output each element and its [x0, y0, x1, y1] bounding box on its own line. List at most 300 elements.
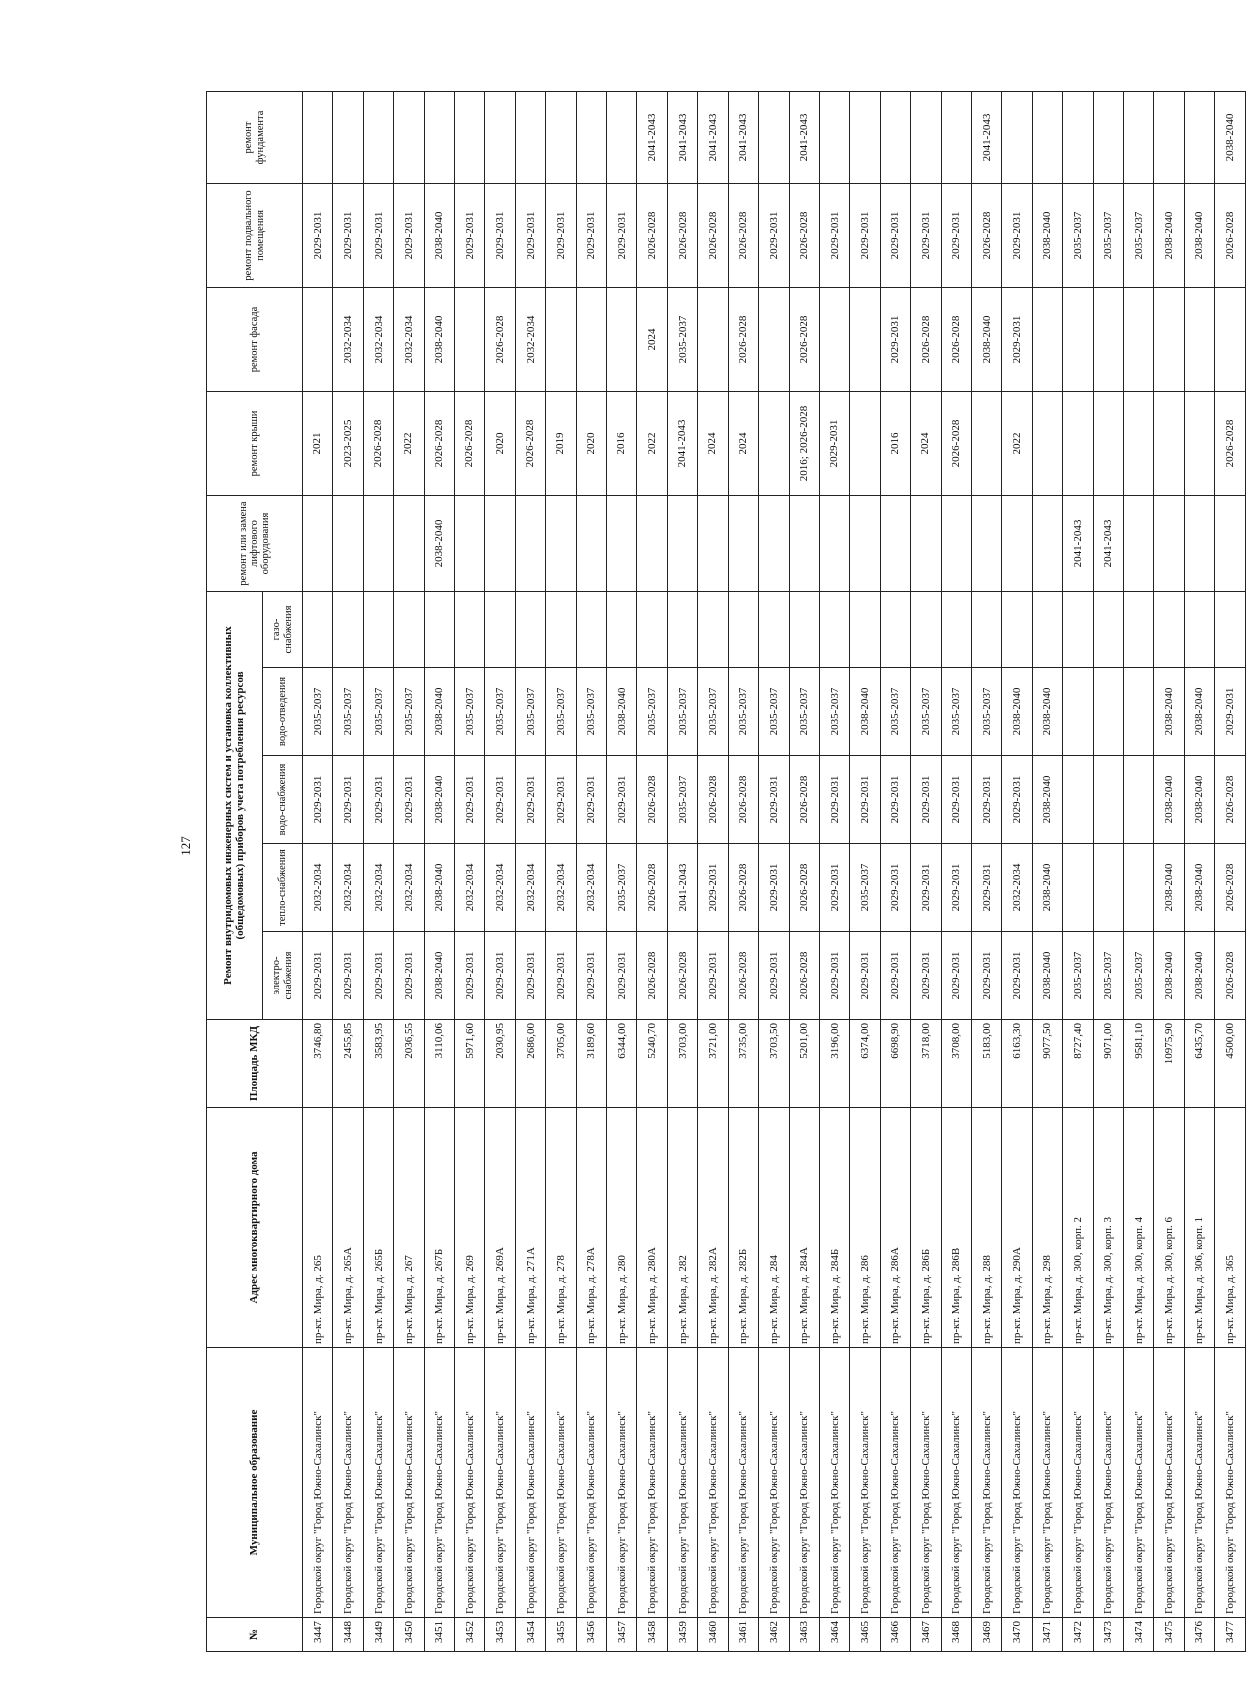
cell-water: 2029-2031 — [394, 756, 424, 844]
cell-sewer: 2038-2040 — [1032, 668, 1062, 756]
cell-gas — [850, 591, 880, 667]
cell-gas — [971, 591, 1001, 667]
cell-sewer: 2035-2037 — [363, 668, 393, 756]
cell-foundation — [455, 91, 485, 183]
cell-gas — [1032, 591, 1062, 667]
cell-electric: 2029-2031 — [759, 932, 789, 1020]
header-roof: ремонт крыши — [207, 391, 303, 495]
cell-elevator — [303, 495, 333, 591]
table-row — [1093, 91, 1123, 1651]
cell-num: 3452 — [455, 1618, 485, 1652]
table-row — [455, 91, 485, 1651]
cell-heat — [1063, 844, 1093, 932]
cell-sewer: 2035-2037 — [971, 668, 1001, 756]
cell-municipality: Городской округ "Город Южно-Сахалинск" — [971, 1348, 1001, 1618]
cell-address: пр-кт. Мира, д. 269А — [485, 1108, 515, 1348]
cell-roof: 2023-2025 — [333, 391, 363, 495]
cell-sewer: 2035-2037 — [728, 668, 758, 756]
cell-address: пр-кт. Мира, д. 286В — [941, 1108, 971, 1348]
cell-address: пр-кт. Мира, д. 278А — [576, 1108, 606, 1348]
cell-electric: 2026-2028 — [667, 932, 697, 1020]
cell-elevator: 2041-2043 — [1063, 495, 1093, 591]
cell-facade: 2026-2028 — [485, 287, 515, 391]
cell-foundation: 2041-2043 — [637, 91, 667, 183]
cell-sewer: 2035-2037 — [637, 668, 667, 756]
cell-heat: 2035-2037 — [607, 844, 637, 932]
cell-heat: 2032-2034 — [455, 844, 485, 932]
cell-elevator — [363, 495, 393, 591]
cell-area: 2455,85 — [333, 1020, 363, 1108]
cell-electric: 2029-2031 — [880, 932, 910, 1020]
cell-facade: 2038-2040 — [424, 287, 454, 391]
cell-elevator — [333, 495, 363, 591]
header-elevator: ремонт или замена лифтового оборудования — [207, 495, 303, 591]
cell-municipality: Городской округ "Город Южно-Сахалинск" — [880, 1348, 910, 1618]
cell-water: 2029-2031 — [485, 756, 515, 844]
cell-heat: 2041-2043 — [667, 844, 697, 932]
cell-facade — [303, 287, 333, 391]
cell-area: 8727,40 — [1063, 1020, 1093, 1108]
cell-municipality: Городской округ "Город Южно-Сахалинск" — [1002, 1348, 1032, 1618]
table-row — [728, 91, 758, 1651]
cell-water: 2038-2040 — [1184, 756, 1214, 844]
table-row — [515, 91, 545, 1651]
cell-electric: 2026-2028 — [1215, 932, 1246, 1020]
cell-municipality: Городской округ "Город Южно-Сахалинск" — [789, 1348, 819, 1618]
table-row — [1215, 91, 1246, 1651]
page-number: 127 — [177, 836, 193, 856]
header-heat: тепло-снабжения — [263, 844, 303, 932]
cell-sewer: 2035-2037 — [576, 668, 606, 756]
cell-electric: 2029-2031 — [363, 932, 393, 1020]
cell-num: 3469 — [971, 1618, 1001, 1652]
cell-foundation — [1063, 91, 1093, 183]
cell-electric: 2029-2031 — [911, 932, 941, 1020]
cell-foundation — [546, 91, 576, 183]
header-basement: ремонт подвального помещения — [207, 183, 303, 287]
cell-num: 3457 — [607, 1618, 637, 1652]
cell-num: 3456 — [576, 1618, 606, 1652]
cell-roof: 2020 — [576, 391, 606, 495]
cell-facade: 2026-2028 — [789, 287, 819, 391]
cell-foundation — [759, 91, 789, 183]
cell-num: 3450 — [394, 1618, 424, 1652]
cell-num: 3465 — [850, 1618, 880, 1652]
cell-area: 5183,00 — [971, 1020, 1001, 1108]
cell-municipality: Городской округ "Город Южно-Сахалинск" — [728, 1348, 758, 1618]
cell-water: 2029-2031 — [515, 756, 545, 844]
cell-area: 3735,00 — [728, 1020, 758, 1108]
cell-water: 2026-2028 — [789, 756, 819, 844]
cell-foundation — [576, 91, 606, 183]
cell-address: пр-кт. Мира, д. 267 — [394, 1108, 424, 1348]
cell-facade — [607, 287, 637, 391]
cell-elevator — [546, 495, 576, 591]
table-row — [576, 91, 606, 1651]
cell-address: пр-кт. Мира, д. 298 — [1032, 1108, 1062, 1348]
cell-sewer: 2035-2037 — [515, 668, 545, 756]
cell-area: 5971,60 — [455, 1020, 485, 1108]
cell-electric: 2035-2037 — [1063, 932, 1093, 1020]
cell-address: пр-кт. Мира, д. 282 — [667, 1108, 697, 1348]
cell-electric: 2038-2040 — [424, 932, 454, 1020]
cell-area: 3746,80 — [303, 1020, 333, 1108]
cell-address: пр-кт. Мира, д. 284А — [789, 1108, 819, 1348]
cell-basement: 2029-2031 — [607, 183, 637, 287]
table-row — [1184, 91, 1214, 1651]
cell-municipality: Городской округ "Город Южно-Сахалинск" — [546, 1348, 576, 1618]
cell-elevator — [515, 495, 545, 591]
cell-elevator — [1032, 495, 1062, 591]
header-foundation: ремонт фундамента — [207, 91, 303, 183]
cell-municipality: Городской округ "Город Южно-Сахалинск" — [363, 1348, 393, 1618]
cell-gas — [1215, 591, 1246, 667]
cell-area: 3583,95 — [363, 1020, 393, 1108]
cell-basement: 2026-2028 — [728, 183, 758, 287]
cell-water: 2029-2031 — [1002, 756, 1032, 844]
cell-heat: 2029-2031 — [941, 844, 971, 932]
cell-roof: 2026-2028 — [515, 391, 545, 495]
cell-foundation — [394, 91, 424, 183]
cell-address: пр-кт. Мира, д. 286Б — [911, 1108, 941, 1348]
cell-electric: 2026-2028 — [637, 932, 667, 1020]
cell-area: 4500,00 — [1215, 1020, 1246, 1108]
cell-heat: 2032-2034 — [363, 844, 393, 932]
cell-basement: 2029-2031 — [850, 183, 880, 287]
cell-water: 2038-2040 — [1032, 756, 1062, 844]
cell-address: пр-кт. Мира, д. 300, корп. 2 — [1063, 1108, 1093, 1348]
cell-address: пр-кт. Мира, д. 271А — [515, 1108, 545, 1348]
table-row — [394, 91, 424, 1651]
cell-sewer: 2035-2037 — [911, 668, 941, 756]
cell-municipality: Городской округ "Город Южно-Сахалинск" — [607, 1348, 637, 1618]
cell-electric: 2029-2031 — [607, 932, 637, 1020]
cell-num: 3474 — [1123, 1618, 1153, 1652]
cell-heat: 2029-2031 — [971, 844, 1001, 932]
cell-sewer: 2035-2037 — [455, 668, 485, 756]
cell-facade — [1154, 287, 1184, 391]
cell-sewer: 2035-2037 — [941, 668, 971, 756]
cell-sewer: 2038-2040 — [850, 668, 880, 756]
header-water: водо-снабжения — [263, 756, 303, 844]
header-gas: газо-снабжения — [263, 591, 303, 667]
table-row — [1032, 91, 1062, 1651]
cell-sewer: 2038-2040 — [424, 668, 454, 756]
table-row — [1154, 91, 1184, 1651]
table-row — [303, 91, 333, 1651]
cell-address: пр-кт. Мира, д. 278 — [546, 1108, 576, 1348]
cell-gas — [1123, 591, 1153, 667]
cell-basement: 2038-2040 — [1154, 183, 1184, 287]
cell-roof: 2016 — [607, 391, 637, 495]
cell-facade — [455, 287, 485, 391]
cell-basement: 2026-2028 — [667, 183, 697, 287]
cell-basement: 2029-2031 — [941, 183, 971, 287]
table-row — [698, 91, 728, 1651]
header-num: № — [207, 1618, 303, 1652]
cell-num: 3461 — [728, 1618, 758, 1652]
cell-roof — [850, 391, 880, 495]
cell-sewer: 2035-2037 — [759, 668, 789, 756]
cell-roof: 2022 — [637, 391, 667, 495]
cell-foundation — [1123, 91, 1153, 183]
cell-heat: 2029-2031 — [819, 844, 849, 932]
cell-foundation — [424, 91, 454, 183]
cell-heat: 2029-2031 — [698, 844, 728, 932]
cell-municipality: Городской округ "Город Южно-Сахалинск" — [911, 1348, 941, 1618]
cell-foundation — [1093, 91, 1123, 183]
cell-municipality: Городской округ "Город Южно-Сахалинск" — [1154, 1348, 1184, 1618]
cell-gas — [1184, 591, 1214, 667]
cell-sewer: 2035-2037 — [789, 668, 819, 756]
cell-roof: 2020 — [485, 391, 515, 495]
cell-gas — [576, 591, 606, 667]
cell-basement: 2026-2028 — [637, 183, 667, 287]
table-row — [941, 91, 971, 1651]
cell-num: 3470 — [1002, 1618, 1032, 1652]
cell-foundation — [303, 91, 333, 183]
cell-foundation — [1032, 91, 1062, 183]
cell-num: 3472 — [1063, 1618, 1093, 1652]
cell-facade — [1123, 287, 1153, 391]
cell-electric: 2029-2031 — [576, 932, 606, 1020]
cell-heat — [1123, 844, 1153, 932]
table-row — [607, 91, 637, 1651]
cell-electric: 2029-2031 — [333, 932, 363, 1020]
cell-area: 3703,00 — [667, 1020, 697, 1108]
cell-facade: 2032-2034 — [363, 287, 393, 391]
cell-roof — [759, 391, 789, 495]
table-row — [880, 91, 910, 1651]
cell-heat: 2032-2034 — [1002, 844, 1032, 932]
cell-roof: 2021 — [303, 391, 333, 495]
cell-water: 2035-2037 — [667, 756, 697, 844]
cell-basement: 2026-2028 — [789, 183, 819, 287]
cell-heat: 2038-2040 — [424, 844, 454, 932]
cell-electric: 2038-2040 — [1032, 932, 1062, 1020]
cell-roof — [1063, 391, 1093, 495]
header-municipality: Муниципальное образование — [207, 1348, 303, 1618]
cell-sewer: 2038-2040 — [1184, 668, 1214, 756]
cell-elevator — [455, 495, 485, 591]
cell-num: 3447 — [303, 1618, 333, 1652]
cell-water: 2029-2031 — [303, 756, 333, 844]
cell-address: пр-кт. Мира, д. 288 — [971, 1108, 1001, 1348]
cell-num: 3466 — [880, 1618, 910, 1652]
cell-foundation: 2041-2043 — [789, 91, 819, 183]
cell-elevator — [1123, 495, 1153, 591]
cell-water: 2029-2031 — [759, 756, 789, 844]
cell-address: пр-кт. Мира, д. 300, корп. 4 — [1123, 1108, 1153, 1348]
cell-facade: 2032-2034 — [333, 287, 363, 391]
cell-area: 3703,50 — [759, 1020, 789, 1108]
cell-heat: 2032-2034 — [576, 844, 606, 932]
table-row — [1002, 91, 1032, 1651]
cell-foundation — [607, 91, 637, 183]
cell-address: пр-кт. Мира, д. 280 — [607, 1108, 637, 1348]
cell-water: 2026-2028 — [637, 756, 667, 844]
cell-facade — [1215, 287, 1246, 391]
cell-elevator: 2038-2040 — [424, 495, 454, 591]
cell-basement: 2029-2031 — [819, 183, 849, 287]
cell-gas — [667, 591, 697, 667]
cell-num: 3449 — [363, 1618, 393, 1652]
cell-heat: 2038-2040 — [1032, 844, 1062, 932]
cell-heat: 2026-2028 — [637, 844, 667, 932]
cell-electric: 2029-2031 — [303, 932, 333, 1020]
cell-area: 6435,70 — [1184, 1020, 1214, 1108]
cell-area: 6374,00 — [850, 1020, 880, 1108]
cell-water: 2029-2031 — [546, 756, 576, 844]
cell-foundation: 2041-2043 — [667, 91, 697, 183]
cell-basement: 2026-2028 — [971, 183, 1001, 287]
cell-address: пр-кт. Мира, д. 282А — [698, 1108, 728, 1348]
cell-water: 2029-2031 — [363, 756, 393, 844]
cell-electric: 2029-2031 — [485, 932, 515, 1020]
cell-gas — [1093, 591, 1123, 667]
cell-municipality: Городской округ "Город Южно-Сахалинск" — [333, 1348, 363, 1618]
cell-gas — [333, 591, 363, 667]
cell-gas — [819, 591, 849, 667]
cell-num: 3475 — [1154, 1618, 1184, 1652]
cell-sewer: 2035-2037 — [394, 668, 424, 756]
table-row — [637, 91, 667, 1651]
cell-municipality: Городской округ "Город Южно-Сахалинск" — [941, 1348, 971, 1618]
table-row — [1123, 91, 1153, 1651]
cell-municipality: Городской округ "Город Южно-Сахалинск" — [1184, 1348, 1214, 1618]
cell-area: 5240,70 — [637, 1020, 667, 1108]
cell-basement: 2035-2037 — [1093, 183, 1123, 287]
cell-heat: 2032-2034 — [394, 844, 424, 932]
cell-roof — [971, 391, 1001, 495]
cell-municipality: Городской округ "Город Южно-Сахалинск" — [850, 1348, 880, 1618]
cell-sewer: 2035-2037 — [698, 668, 728, 756]
cell-gas — [637, 591, 667, 667]
cell-basement: 2029-2031 — [1002, 183, 1032, 287]
cell-area: 9077,50 — [1032, 1020, 1062, 1108]
table-row — [546, 91, 576, 1651]
cell-foundation — [363, 91, 393, 183]
cell-elevator — [971, 495, 1001, 591]
table-row — [911, 91, 941, 1651]
cell-gas — [911, 591, 941, 667]
cell-electric: 2026-2028 — [789, 932, 819, 1020]
cell-sewer: 2035-2037 — [546, 668, 576, 756]
cell-heat — [1093, 844, 1123, 932]
cell-elevator — [880, 495, 910, 591]
cell-sewer: 2038-2040 — [1002, 668, 1032, 756]
cell-basement: 2029-2031 — [546, 183, 576, 287]
cell-gas — [759, 591, 789, 667]
cell-sewer — [1093, 668, 1123, 756]
cell-gas — [363, 591, 393, 667]
cell-facade — [546, 287, 576, 391]
cell-facade — [1032, 287, 1062, 391]
cell-gas — [607, 591, 637, 667]
cell-facade — [850, 287, 880, 391]
cell-facade — [1184, 287, 1214, 391]
cell-electric: 2029-2031 — [455, 932, 485, 1020]
cell-municipality: Городской округ "Город Южно-Сахалинск" — [1063, 1348, 1093, 1618]
cell-address: пр-кт. Мира, д. 284 — [759, 1108, 789, 1348]
cell-roof: 2016; 2026-2028 — [789, 391, 819, 495]
cell-area: 2036,55 — [394, 1020, 424, 1108]
cell-foundation — [1002, 91, 1032, 183]
cell-area: 6698,90 — [880, 1020, 910, 1108]
cell-heat: 2035-2037 — [850, 844, 880, 932]
cell-address: пр-кт. Мира, д. 269 — [455, 1108, 485, 1348]
cell-municipality: Городской округ "Город Южно-Сахалинск" — [1093, 1348, 1123, 1618]
cell-electric: 2026-2028 — [728, 932, 758, 1020]
cell-num: 3477 — [1215, 1618, 1246, 1652]
cell-area: 6344,00 — [607, 1020, 637, 1108]
cell-sewer: 2035-2037 — [333, 668, 363, 756]
cell-elevator — [576, 495, 606, 591]
cell-address: пр-кт. Мира, д. 365 — [1215, 1108, 1246, 1348]
cell-heat: 2026-2028 — [789, 844, 819, 932]
cell-basement: 2029-2031 — [455, 183, 485, 287]
cell-area: 9071,00 — [1093, 1020, 1123, 1108]
cell-facade — [759, 287, 789, 391]
cell-basement: 2029-2031 — [759, 183, 789, 287]
cell-foundation — [819, 91, 849, 183]
cell-foundation: 2041-2043 — [728, 91, 758, 183]
cell-electric: 2029-2031 — [515, 932, 545, 1020]
cell-basement: 2029-2031 — [303, 183, 333, 287]
cell-foundation — [1184, 91, 1214, 183]
cell-heat: 2026-2028 — [1215, 844, 1246, 932]
cell-elevator — [1154, 495, 1184, 591]
cell-gas — [303, 591, 333, 667]
cell-roof — [1093, 391, 1123, 495]
cell-num: 3455 — [546, 1618, 576, 1652]
cell-foundation — [485, 91, 515, 183]
cell-heat: 2029-2031 — [911, 844, 941, 932]
cell-elevator — [941, 495, 971, 591]
cell-gas — [1154, 591, 1184, 667]
cell-sewer — [1063, 668, 1093, 756]
cell-heat: 2032-2034 — [333, 844, 363, 932]
cell-facade — [819, 287, 849, 391]
table-row — [850, 91, 880, 1651]
cell-water: 2026-2028 — [698, 756, 728, 844]
cell-elevator — [1215, 495, 1246, 591]
cell-heat: 2029-2031 — [880, 844, 910, 932]
cell-basement: 2029-2031 — [363, 183, 393, 287]
cell-water: 2029-2031 — [576, 756, 606, 844]
cell-basement: 2029-2031 — [515, 183, 545, 287]
cell-roof: 2016 — [880, 391, 910, 495]
cell-roof: 2024 — [728, 391, 758, 495]
cell-area: 3110,06 — [424, 1020, 454, 1108]
cell-facade — [698, 287, 728, 391]
cell-address: пр-кт. Мира, д. 286А — [880, 1108, 910, 1348]
cell-electric: 2029-2031 — [850, 932, 880, 1020]
cell-water: 2029-2031 — [941, 756, 971, 844]
cell-water: 2038-2040 — [424, 756, 454, 844]
cell-num: 3471 — [1032, 1618, 1062, 1652]
cell-roof — [1184, 391, 1214, 495]
cell-facade: 2032-2034 — [515, 287, 545, 391]
cell-facade: 2024 — [637, 287, 667, 391]
cell-area: 5201,00 — [789, 1020, 819, 1108]
cell-num: 3453 — [485, 1618, 515, 1652]
cell-foundation — [850, 91, 880, 183]
cell-electric: 2029-2031 — [819, 932, 849, 1020]
cell-gas — [1002, 591, 1032, 667]
cell-electric: 2035-2037 — [1123, 932, 1153, 1020]
cell-basement: 2035-2037 — [1123, 183, 1153, 287]
